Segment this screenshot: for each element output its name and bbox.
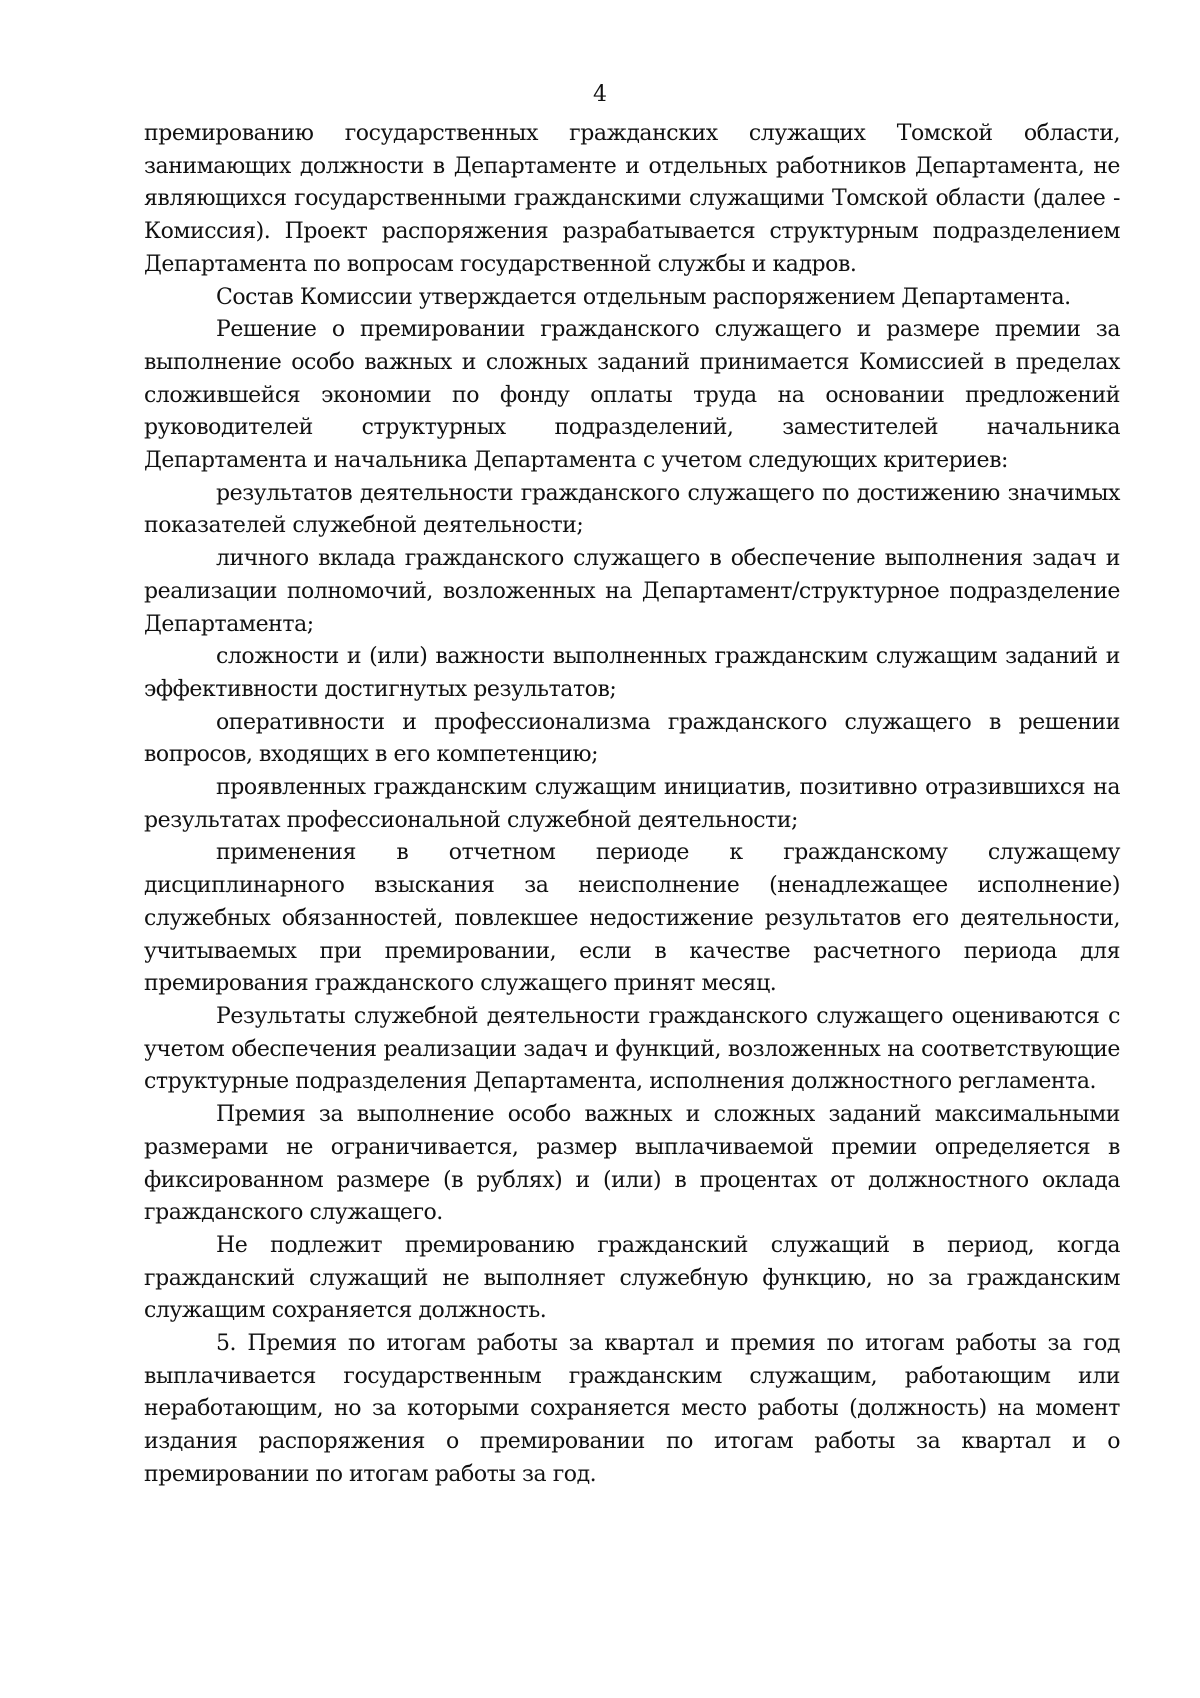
paragraph: Не подлежит премированию гражданский служащий в период, когда гражданский служащий не выполняет служебную функцию, но за гражданским служащим сохраняется должность. bbox=[144, 1232, 1120, 1324]
list-item: оперативности и профессионализма гражданского служащего в решении вопросов, входящих в его компетенцию; bbox=[144, 709, 1120, 768]
paragraph: премированию государственных гражданских служащих Томской области, занимающих должности в Департаменте и отдельных работников Департамента, не являющихся государственными гражданскими служащими Томской области (далее - Комиссия). Проект распоряжения разрабатывается структурным подразделением Департамента по вопросам государственной службы и кадров. bbox=[144, 121, 1120, 277]
list-item: проявленных гражданским служащим инициатив, позитивно отразившихся на результатах профессиональной служебной деятельности; bbox=[144, 775, 1120, 833]
paragraph: Премия за выполнение особо важных и сложных заданий максимальными размерами не ограничивается, размер выплачиваемой премии определяется в фиксированном размере (в рублях) и (или) в процентах от должностного оклада гражданского служащего. bbox=[144, 1102, 1120, 1226]
list-item: сложности и (или) важности выполненных гражданским служащим заданий и эффективности достигнутых результатов; bbox=[144, 644, 1120, 702]
paragraph: Решение о премировании гражданского служащего и размере премии за выполнение особо важных и сложных заданий принимается Комиссией в пределах сложившейся экономии по фонду оплаты труда на основании предложений руководителей структурных подразделений, заместителей начальника Департамента и начальника Департамента с учетом следующих критериев: bbox=[144, 317, 1120, 474]
list-item: личного вклада гражданского служащего в обеспечение выполнения задач и реализации полномочий, возложенных на Департамент/структурное подразделение Департамента; bbox=[144, 546, 1120, 637]
list-item: результатов деятельности гражданского служащего по достижению значимых показателей служебной деятельности; bbox=[144, 480, 1120, 539]
paragraph: Результаты служебной деятельности гражданского служащего оцениваются с учетом обеспечения реализации задач и функций, возложенных на соответствующие структурные подразделения Департамента, исполнения должностного регламента. bbox=[144, 1003, 1120, 1095]
list-item: применения в отчетном периоде к гражданскому служащему дисциплинарного взыскания за неисполнение (ненадлежащее исполнение) служебных обязанностей, повлекшее недостижение результатов его деятельности, учитываемых при премировании, если в качестве расчетного периода для премирования гражданского служащего принят месяц. bbox=[144, 840, 1120, 997]
document-body bbox=[144, 118, 1120, 1492]
paragraph: Состав Комиссии утверждается отдельным распоряжением Департамента. bbox=[216, 284, 1071, 310]
page-number: 4 bbox=[593, 82, 607, 107]
paragraph: 5. Премия по итогам работы за квартал и премия по итогам работы за год выплачивается государственным гражданским служащим, работающим или неработающим, но за которыми сохраняется место работы (должность) на момент издания распоряжения о премировании по итогам работы за квартал и о премировании по итогам работы за год. bbox=[144, 1331, 1120, 1487]
